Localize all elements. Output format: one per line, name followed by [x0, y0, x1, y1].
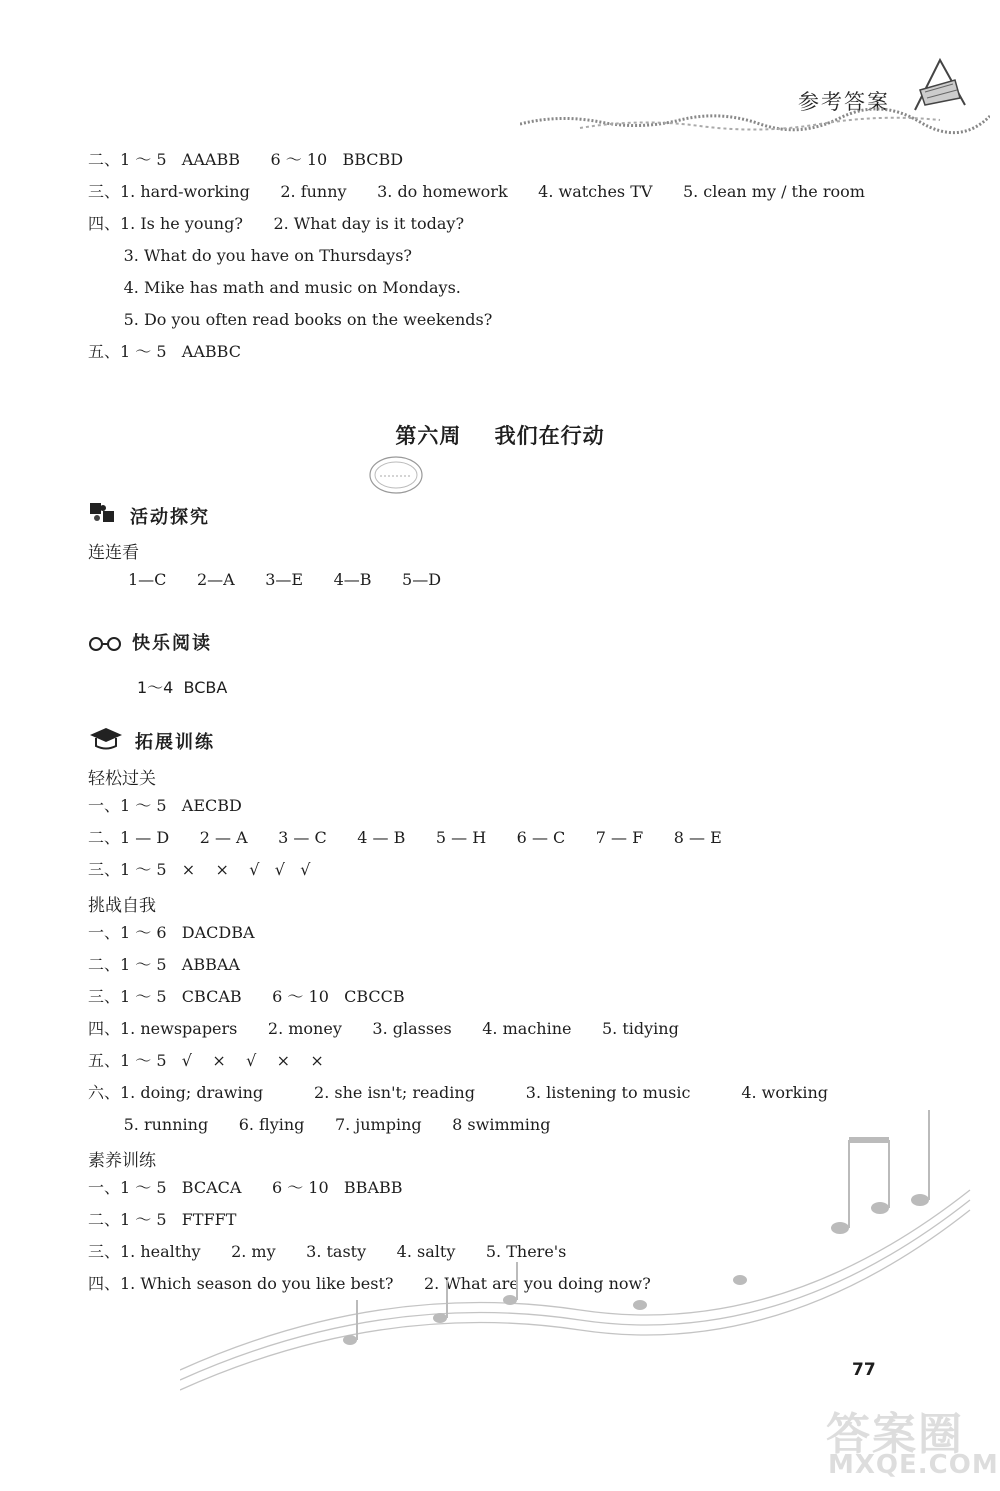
answer-line: 二、1 ～ 5 AAABB 6 ～ 10 BBCBD — [88, 150, 404, 169]
answer-line: 4. Mike has math and music on Mondays. — [88, 278, 461, 297]
page-number: 77 — [852, 1360, 876, 1380]
heading-reading: 快乐阅读 — [132, 633, 212, 654]
answer-line: 一、1 ～ 5 BCACA 6 ～ 10 BBABB — [88, 1178, 403, 1197]
watermark-text: 答案圈 — [826, 1409, 964, 1460]
answer-line: 三、1 ～ 5 × × √ √ √ — [88, 860, 311, 879]
section-title: 第六周 我们在行动 — [395, 424, 605, 448]
watermark-url: MXQE.COM — [828, 1450, 999, 1480]
heading-activity: 活动探究 — [130, 507, 210, 528]
answer-line: 五、1 ～ 5 √ × √ × × — [88, 1051, 324, 1070]
heading-training: 拓展训练 — [135, 732, 215, 753]
answer-line: 3. What do you have on Thursdays? — [88, 246, 412, 265]
answer-line: 三、1. healthy 2. my 3. tasty 4. salty 5. There's — [88, 1242, 567, 1261]
decorative-badge-icon — [368, 454, 424, 496]
answer-line: 六、1. doing; drawing 2. she isn't; reading 3. listening to music 4. working — [88, 1083, 829, 1102]
answer-line: 5. running 6. flying 7. jumping 8 swimming — [88, 1115, 551, 1134]
answer-line: 5. Do you often read books on the weekends? — [88, 310, 493, 329]
beach-chair-icon — [905, 50, 975, 120]
glasses-icon — [88, 634, 122, 654]
answer-line: 1—C 2—A 3—E 4—B 5—D — [128, 570, 442, 589]
graduation-cap-icon — [88, 726, 124, 752]
subheading-literacy: 素养训练 — [88, 1151, 156, 1171]
puzzle-icon — [88, 500, 118, 526]
answer-line: 二、1 — D 2 — A 3 — C 4 — B 5 — H 6 — C 7 — F 8 — E — [88, 828, 722, 847]
music-notes-decoration — [180, 1100, 980, 1400]
subheading-easy: 轻松过关 — [88, 769, 156, 789]
answer-line: 二、1 ～ 5 ABBAA — [88, 955, 240, 974]
answer-line: 三、1. hard-working 2. funny 3. do homework 4. watches TV 5. clean my / the room — [88, 182, 865, 201]
subheading-challenge: 挑战自我 — [88, 896, 156, 916]
answer-line: 二、1 ～ 5 FTFFT — [88, 1210, 237, 1229]
answer-line: 五、1 ～ 5 AABBC — [88, 342, 241, 361]
header-title: 参考答案 — [798, 90, 890, 114]
answer-line: 四、1. newspapers 2. money 3. glasses 4. machine 5. tidying — [88, 1019, 679, 1038]
answer-line: 一、1 ～ 5 AECBD — [88, 796, 242, 815]
watermark — [806, 1398, 999, 1488]
answer-line: 一、1 ～ 6 DACDBA — [88, 923, 255, 942]
subheading-lianlian: 连连看 — [88, 543, 139, 563]
answer-line: 四、1. Is he young? 2. What day is it today? — [88, 214, 465, 233]
answer-line: 1～4 BCBA — [137, 678, 228, 697]
answer-line: 三、1 ～ 5 CBCAB 6 ～ 10 CBCCB — [88, 987, 405, 1006]
answer-line: 四、1. Which season do you like best? 2. What are you doing now? — [88, 1274, 651, 1293]
